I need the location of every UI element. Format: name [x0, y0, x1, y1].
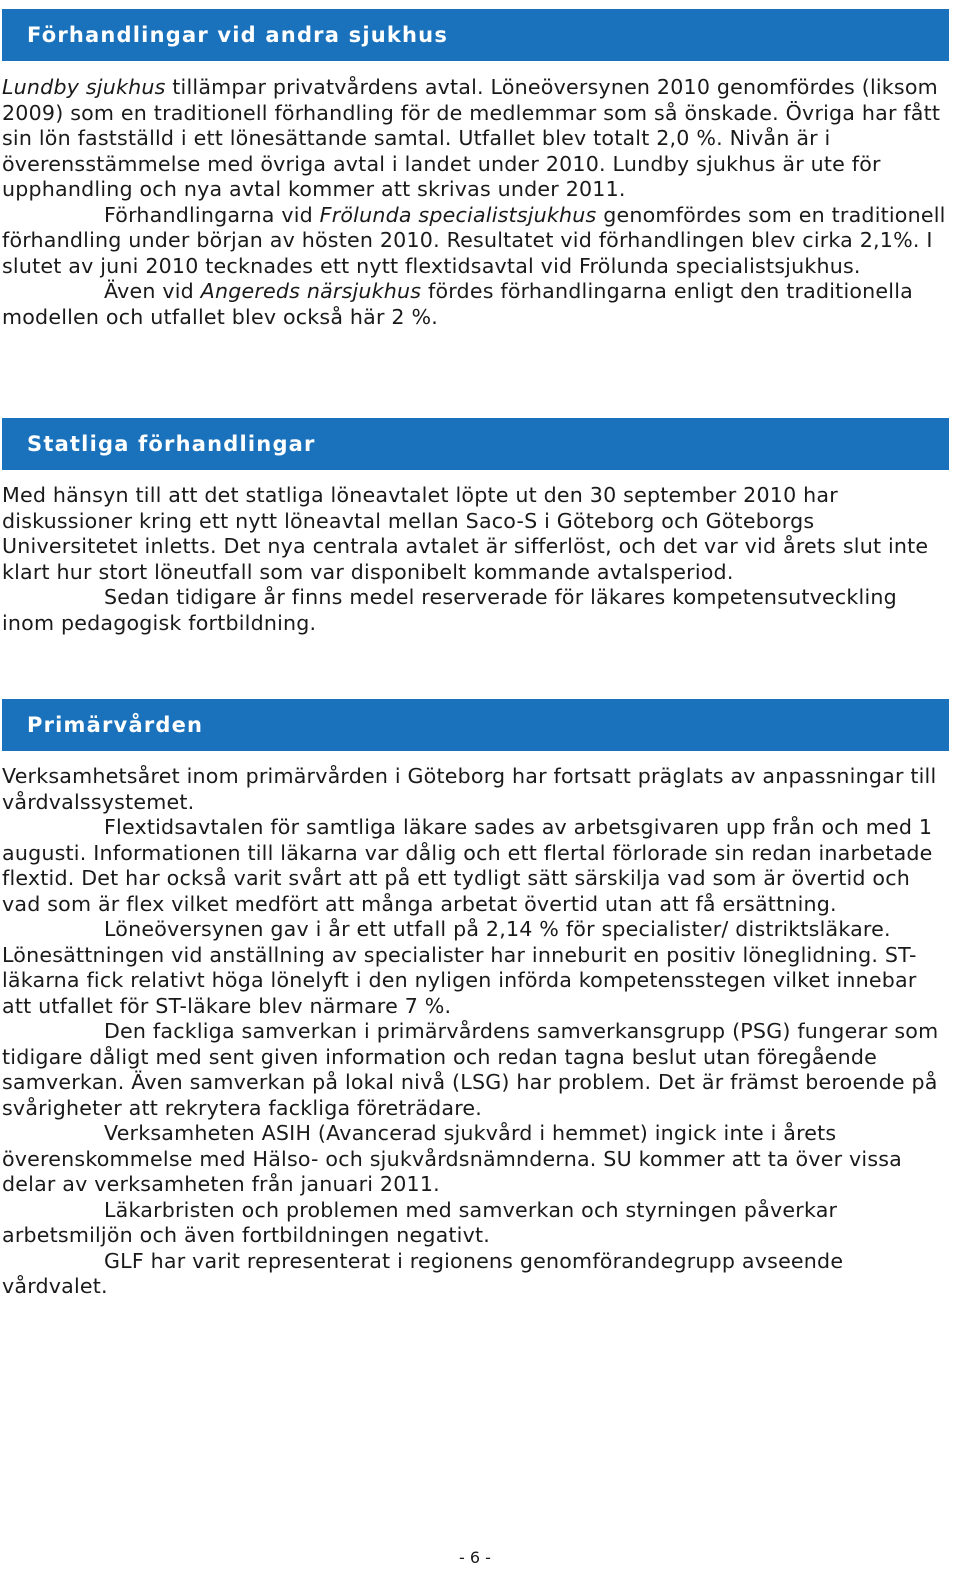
text-run: Flextidsavtalen för samtliga läkare sades av arbetsgivaren upp från och med 1 augusti. Informationen till läkarna var dålig och ett flertal förlorade sin redan inarbetade flextid. Det har också varit svårt att på ett tydligt sätt särskilja vad som är övertid och vad som är flex vilket medfört att många arbetat övertid utan att få ersättning. — [2, 815, 933, 916]
text-run: Även vid — [104, 279, 201, 303]
text-run: GLF har varit representerat i regionens genomförandegrupp avseende vårdvalet. — [2, 1248, 844, 1298]
paragraph — [2, 483, 952, 585]
section-title: Statliga förhandlingar — [27, 432, 316, 456]
text-run: Förhandlingarna vid — [104, 202, 320, 227]
section-header-primarvarden — [2, 699, 949, 751]
section-title: Förhandlingar vid andra sjukhus — [27, 23, 449, 47]
hospital-name: Lundby sjukhus — [2, 75, 166, 99]
paragraph — [2, 1249, 952, 1300]
section-title: Primärvården — [27, 713, 204, 737]
section-body-statliga — [2, 483, 952, 636]
paragraph — [2, 1121, 952, 1198]
text-run: genomfördes som en traditionell förhandling under början av hösten 2010. Resultatet vid förhandlingen blev cirka 2,1%. I slutet av juni 2010 tecknades ett nytt flextidsavtal vid Frölunda specialistsjukhus. — [2, 202, 946, 278]
section-header-andra-sjukhus — [2, 9, 949, 61]
paragraph — [2, 917, 952, 1019]
paragraph — [2, 203, 952, 280]
section-header-statliga — [2, 418, 949, 470]
text-run: Sedan tidigare år finns medel reserverade för läkares kompetensutveckling inom pedagogisk fortbildning. — [2, 585, 897, 635]
paragraph — [2, 815, 952, 917]
page-number: - 6 - — [459, 1548, 491, 1567]
text-run: Löneöversynen gav i år ett utfall på 2,14 % för specialister/ distriktsläkare. Lönesättningen vid anställning av specialister har inneburit en positiv löneglidning. ST-läkarna fick relativt höga lönelyft i den nyligen införda kompetensstegen vilket innebar att utfallet för ST-läkare blev närmare 7 %. — [2, 917, 917, 1018]
section-body-primarvarden — [2, 764, 952, 1300]
text-run: tillämpar privatvårdens avtal. Löneöversynen 2010 genomfördes (liksom 2009) som en traditionell förhandling för de medlemmar som så önskade. Övriga har fått sin lön fastställd i ett lönesättande samtal. Utfallet blev totalt 2,0 %. Nivån är i överensstämmelse med övriga avtal i landet under 2010. Lundby sjukhus är ute för upphandling och nya avtal kommer att skrivas under 2011. — [2, 75, 941, 201]
section-body-andra-sjukhus — [2, 75, 952, 330]
text-run: Verksamhetsåret inom primärvården i Göteborg har fortsatt präglats av anpassningar till vårdvalssystemet. — [2, 764, 937, 814]
paragraph — [2, 75, 952, 203]
paragraph — [2, 1019, 952, 1121]
text-run: Läkarbristen och problemen med samverkan och styrningen påverkar arbetsmiljön och även fortbildningen negativt. — [2, 1197, 838, 1247]
paragraph — [2, 764, 952, 815]
paragraph — [2, 279, 952, 330]
paragraph — [2, 585, 952, 636]
paragraph — [2, 1198, 952, 1249]
text-run: Den fackliga samverkan i primärvårdens samverkansgrupp (PSG) fungerar som tidigare dåligt med sent given information och redan tagna beslut utan föregående samverkan. Även samverkan på lokal nivå (LSG) har problem. Det är främst beroende på svårigheter att rekrytera fackliga företrädare. — [2, 1019, 939, 1120]
text-run: Verksamheten ASIH (Avancerad sjukvård i hemmet) ingick inte i årets överenskommelse med Hälso- och sjukvårdsnämnderna. SU kommer att ta över vissa delar av verksamheten från januari 2011. — [2, 1121, 902, 1196]
text-run: Med hänsyn till att det statliga löneavtalet löpte ut den 30 september 2010 har diskussioner kring ett nytt löneavtal mellan Saco-S i Göteborg och Göteborgs Universitetet inletts. Det nya centrala avtalet är sifferlöst, och det var vid årets slut inte klart hur stort löneutfall som var disponibelt kommande avtalsperiod. — [2, 483, 929, 584]
hospital-name: Frölunda specialistsjukhus — [319, 202, 597, 227]
hospital-name: Angereds närsjukhus — [200, 279, 422, 303]
text-run: fördes förhandlingarna enligt den traditionella modellen och utfallet blev också här 2 %. — [2, 279, 913, 329]
